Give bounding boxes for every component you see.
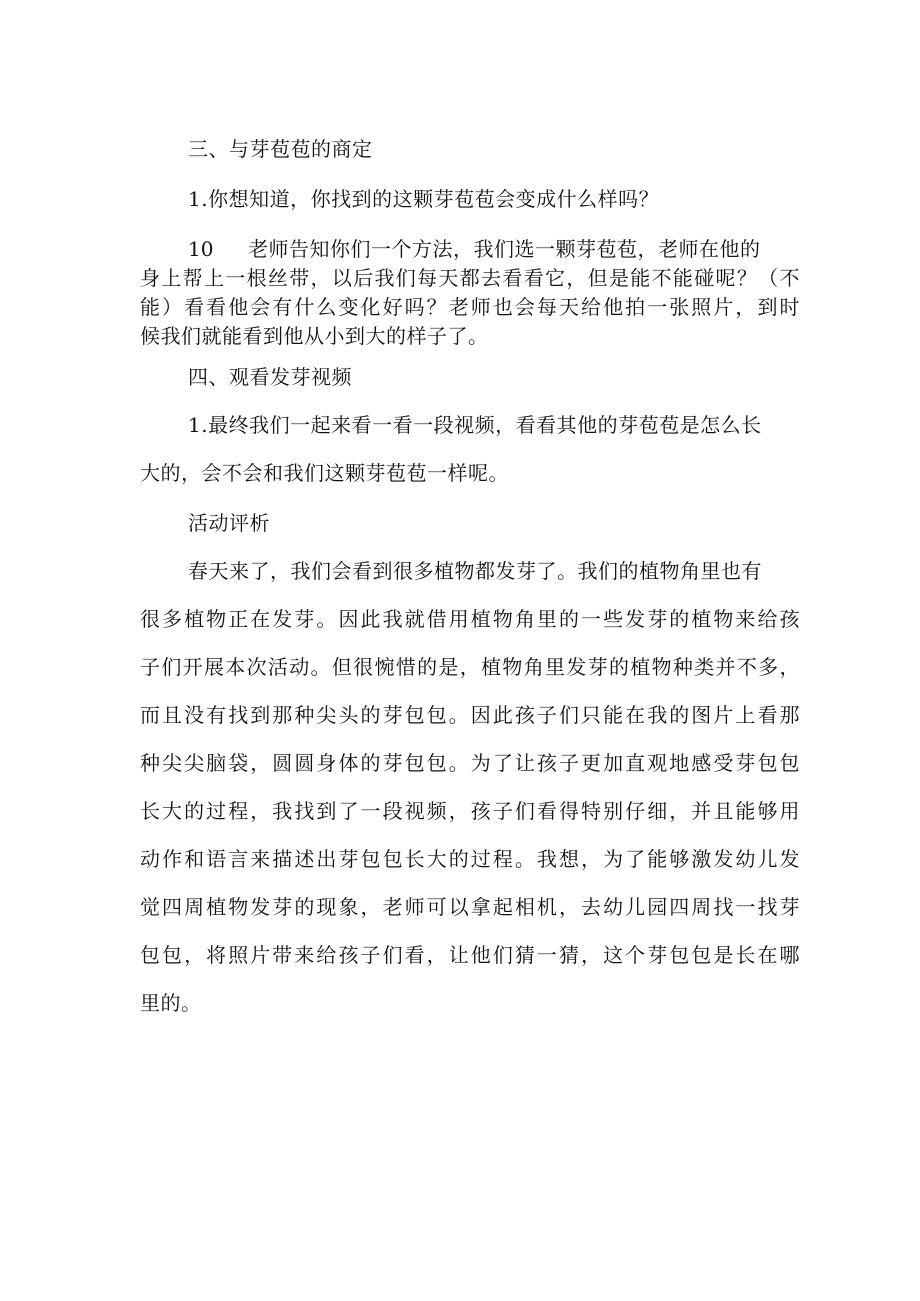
section-4-item-1-line-2: 大的，会不会和我们这颗芽苞苞一样呢。 — [140, 461, 509, 485]
item-10-number: 10 — [188, 237, 214, 261]
section-4-item-1-line-1: 1.最终我们一起来看一看一段视频，看看其他的芽苞苞是怎么长 — [188, 413, 762, 437]
item-10-line-3: 能）看看他会有什么变化好吗？老师也会每天给他拍一张照片，到时 — [140, 295, 800, 319]
evaluation-line-5: 种尖尖脑袋，圆圆身体的芽包包。为了让孩子更加直观地感受芽包包 — [140, 751, 800, 775]
evaluation-line-6: 长大的过程，我找到了一段视频，孩子们看得特别仔细，并且能够用 — [140, 799, 800, 823]
section-3-heading: 三、与芽苞苞的商定 — [188, 137, 373, 161]
evaluation-line-8: 觉四周植物发芽的现象，老师可以拿起相机，去幼儿园四周找一找芽 — [140, 895, 800, 919]
evaluation-line-7: 动作和语言来描述出芽包包长大的过程。我想，为了能够激发幼儿发 — [140, 847, 800, 871]
evaluation-heading: 活动评析 — [188, 511, 270, 535]
evaluation-line-3: 子们开展本次活动。但很惋惜的是，植物角里发芽的植物种类并不多， — [140, 655, 800, 679]
section-3-item-1: 1.你想知道，你找到的这颗芽苞苞会变成什么样吗？ — [188, 187, 660, 211]
evaluation-line-2: 很多植物正在发芽。因此我就借用植物角里的一些发芽的植物来给孩 — [140, 607, 800, 631]
item-10-line-1: 老师告知你们一个方法，我们选一颗芽苞苞，老师在他的 — [248, 237, 761, 261]
evaluation-line-9: 包包，将照片带来给孩子们看，让他们猜一猜，这个芽包包是长在哪 — [140, 943, 800, 967]
item-10-line-2: 身上帮上一根丝带，以后我们每天都去看看它，但是能不能碰呢？（不 — [140, 266, 800, 290]
evaluation-line-10: 里的。 — [140, 991, 202, 1015]
evaluation-line-4: 而且没有找到那种尖头的芽包包。因此孩子们只能在我的图片上看那 — [140, 703, 800, 727]
section-4-heading: 四、观看发芽视频 — [188, 365, 352, 389]
evaluation-line-1: 春天来了，我们会看到很多植物都发芽了。我们的植物角里也有 — [188, 559, 762, 583]
item-10-line-4: 候我们就能看到他从小到大的样子了。 — [140, 324, 489, 348]
